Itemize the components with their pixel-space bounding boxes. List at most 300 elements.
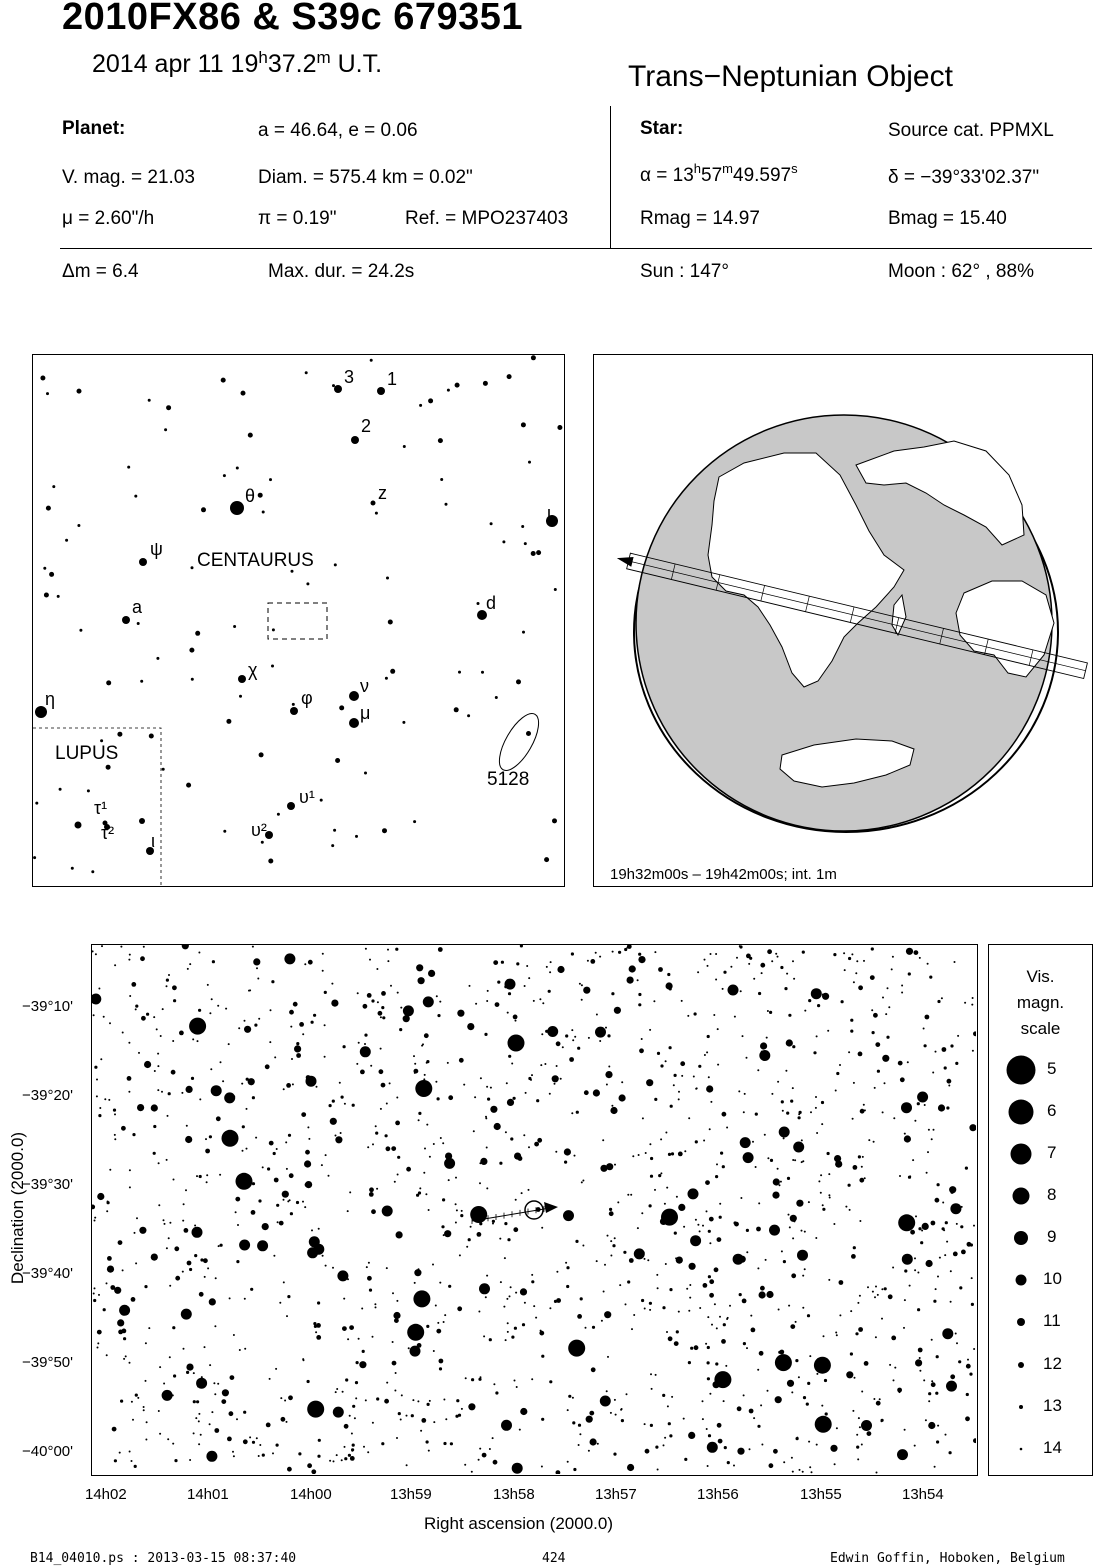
field-star <box>858 985 863 990</box>
field-star <box>759 1351 764 1356</box>
field-star <box>347 1278 349 1280</box>
field-star <box>222 1130 239 1147</box>
field-star <box>935 1198 940 1203</box>
field-star <box>703 1283 708 1288</box>
field-star <box>792 1237 794 1239</box>
finder-star <box>438 438 443 443</box>
field-star <box>443 1321 445 1323</box>
field-star <box>856 1434 858 1436</box>
field-star <box>567 1409 569 1411</box>
field-star <box>909 1285 911 1287</box>
field-star <box>676 1330 679 1333</box>
field-star <box>291 1058 293 1060</box>
field-star <box>182 1220 184 1222</box>
field-star <box>93 1014 95 1016</box>
field-star <box>256 967 258 969</box>
field-star <box>248 1078 255 1085</box>
field-star <box>743 1111 745 1113</box>
field-star <box>579 1433 581 1435</box>
field-star <box>194 1225 196 1227</box>
field-star <box>861 1420 872 1431</box>
finder-star <box>287 802 295 810</box>
field-star <box>341 1459 343 1461</box>
field-star <box>649 1204 652 1207</box>
field-star <box>244 1020 246 1022</box>
field-star <box>904 1133 906 1135</box>
field-star <box>235 1197 240 1202</box>
finder-star <box>238 675 246 683</box>
field-star <box>448 1179 450 1181</box>
field-star <box>138 1052 140 1054</box>
field-star <box>282 1191 289 1198</box>
field-star <box>212 1299 214 1301</box>
field-star <box>296 1053 301 1058</box>
finder-star <box>117 732 122 737</box>
field-star <box>153 1016 155 1018</box>
field-star <box>707 1377 710 1380</box>
finder-star <box>390 669 395 674</box>
field-star <box>480 1077 482 1079</box>
field-star <box>740 1137 751 1148</box>
field-star <box>956 1223 958 1225</box>
field-star <box>845 1206 847 1208</box>
field-star <box>718 1439 723 1444</box>
field-star <box>427 1403 430 1406</box>
field-star <box>576 1111 579 1114</box>
field-star <box>942 1227 945 1230</box>
field-star <box>882 1055 889 1062</box>
field-star <box>599 956 601 958</box>
field-star <box>777 1168 779 1170</box>
field-star <box>571 1029 573 1031</box>
field-star <box>705 1180 710 1185</box>
field-star <box>855 972 857 974</box>
field-star <box>646 1079 653 1086</box>
field-star <box>884 1082 886 1084</box>
field-star <box>95 953 97 955</box>
field-star <box>289 1010 294 1015</box>
legend-mag-label: 11 <box>1043 1311 1061 1330</box>
field-star <box>380 1016 382 1018</box>
field-star <box>560 1078 562 1080</box>
field-star <box>669 1046 672 1049</box>
field-star <box>508 1055 511 1058</box>
field-star <box>441 1225 444 1228</box>
field-star <box>807 1314 810 1317</box>
field-star <box>918 1348 923 1353</box>
field-star <box>575 1240 578 1243</box>
field-star <box>864 1361 869 1366</box>
field-star <box>936 1440 939 1443</box>
field-star <box>942 1202 944 1204</box>
field-star <box>168 1237 170 1239</box>
field-star <box>204 1346 206 1348</box>
finder-star <box>65 539 68 542</box>
field-star <box>114 1287 121 1294</box>
field-star <box>366 1266 368 1268</box>
field-star <box>746 1347 748 1349</box>
field-star <box>258 1018 260 1020</box>
field-star <box>564 1161 567 1164</box>
finder-star <box>413 820 416 823</box>
field-star <box>172 1040 174 1042</box>
field-star <box>702 1225 704 1227</box>
field-star <box>166 985 168 987</box>
field-star <box>217 1005 219 1007</box>
field-star <box>721 1339 726 1344</box>
field-star <box>799 1469 801 1471</box>
field-star <box>465 1377 467 1379</box>
field-star <box>775 953 777 955</box>
field-star <box>769 1463 774 1468</box>
field-star <box>676 1196 678 1198</box>
field-star <box>392 1292 394 1294</box>
field-star <box>611 992 614 995</box>
field-star <box>507 1238 510 1241</box>
field-star <box>924 1104 926 1106</box>
field-star <box>928 1129 930 1131</box>
field-star <box>129 995 131 997</box>
field-star <box>873 1013 878 1018</box>
field-star <box>919 1370 921 1372</box>
field-star <box>355 1381 358 1384</box>
field-star <box>254 1024 257 1027</box>
field-star <box>318 1228 320 1230</box>
field-star <box>798 1116 801 1119</box>
field-star <box>385 1134 388 1137</box>
field-star <box>767 1390 769 1392</box>
field-star <box>788 1305 790 1307</box>
field-star <box>514 1380 516 1382</box>
field-star <box>586 1416 593 1423</box>
field-star <box>206 1174 208 1176</box>
field-star <box>795 1359 798 1362</box>
field-star <box>815 1416 832 1433</box>
field-star <box>611 1105 613 1107</box>
ra-tick-label: 14h01 <box>187 1486 229 1503</box>
finder-chart <box>32 354 565 887</box>
field-star <box>967 1242 972 1247</box>
finder-star <box>164 428 167 431</box>
field-star <box>121 1126 126 1131</box>
field-star <box>569 1057 574 1062</box>
field-star <box>734 1222 739 1227</box>
field-star <box>697 971 699 973</box>
field-star <box>802 1275 804 1277</box>
field-star <box>606 1390 608 1392</box>
field-star <box>871 947 874 950</box>
field-star <box>770 1159 773 1162</box>
field-star <box>804 1010 806 1012</box>
field-star <box>307 1380 310 1383</box>
star-label-2: 2 <box>361 416 372 436</box>
field-star <box>728 985 739 996</box>
field-star <box>541 1033 543 1035</box>
field-star <box>239 1349 241 1351</box>
field-star <box>709 1242 711 1244</box>
field-star <box>644 1308 646 1310</box>
field-star <box>898 1214 915 1231</box>
field-star <box>439 1367 442 1370</box>
field-star <box>871 1009 873 1011</box>
field-star <box>306 1076 317 1087</box>
field-star <box>851 1254 856 1259</box>
field-star <box>97 1347 99 1349</box>
field-star <box>609 1208 612 1211</box>
field-star <box>972 997 974 999</box>
field-star <box>892 956 894 958</box>
field-star <box>286 1083 291 1088</box>
field-star <box>944 1066 947 1069</box>
field-star <box>424 1074 426 1076</box>
field-star <box>168 974 170 976</box>
field-star <box>397 1156 400 1159</box>
field-star <box>688 1117 690 1119</box>
field-star <box>417 1400 419 1402</box>
field-star <box>450 1442 453 1445</box>
field-star <box>244 1026 251 1033</box>
field-star <box>313 1014 316 1017</box>
field-star <box>722 1112 727 1117</box>
field-star <box>349 1325 354 1330</box>
field-star <box>396 1437 398 1439</box>
field-star <box>470 1226 472 1228</box>
field-star <box>477 1232 482 1237</box>
field-star <box>706 1085 713 1092</box>
field-star <box>719 1316 721 1318</box>
field-star <box>304 963 306 965</box>
field-star <box>612 1244 615 1247</box>
field-star <box>808 1441 810 1443</box>
field-star <box>112 1427 117 1432</box>
field-star <box>856 1446 859 1449</box>
field-star <box>157 1053 159 1055</box>
field-star <box>526 965 528 967</box>
field-star <box>533 1000 535 1002</box>
field-star <box>304 1206 306 1208</box>
star-bmag: Bmag = 15.40 <box>888 208 1007 229</box>
field-star <box>146 1421 148 1423</box>
field-star <box>571 1112 573 1114</box>
field-star <box>381 1006 384 1009</box>
field-star <box>833 953 836 956</box>
field-star <box>740 1197 742 1199</box>
field-star <box>623 1251 626 1254</box>
finder-star <box>44 593 49 598</box>
field-star <box>918 1227 921 1230</box>
field-star <box>258 1455 260 1457</box>
field-star <box>757 1267 759 1269</box>
field-star <box>601 1320 603 1322</box>
field-star <box>702 1400 704 1402</box>
star-ra: $\alpha = 13^h57^m49.597^s$ <box>640 161 798 186</box>
field-star <box>400 1007 402 1009</box>
field-star <box>233 1334 235 1336</box>
field-star <box>769 1225 780 1236</box>
field-star <box>850 1019 853 1022</box>
field-star <box>264 1248 266 1250</box>
field-star <box>396 1231 403 1238</box>
field-star <box>507 1322 509 1324</box>
field-star <box>870 975 875 980</box>
field-star <box>803 1396 806 1399</box>
finder-star <box>46 506 51 511</box>
field-star <box>531 1280 534 1283</box>
field-star <box>181 1309 192 1320</box>
field-star <box>633 1314 635 1316</box>
field-star <box>303 1359 305 1361</box>
field-star <box>128 1042 130 1044</box>
field-star <box>737 1406 742 1411</box>
field-star <box>513 1227 518 1232</box>
magnitude-drop: Δm = 6.4 <box>62 261 139 282</box>
field-star <box>614 1007 621 1014</box>
field-star <box>478 1311 480 1313</box>
field-star <box>436 1329 441 1334</box>
field-star <box>740 990 742 992</box>
field-star <box>548 990 551 993</box>
field-star <box>132 1419 134 1421</box>
field-star <box>556 1298 561 1303</box>
field-star <box>412 1399 414 1401</box>
field-star <box>463 1084 465 1086</box>
field-star <box>520 1288 527 1295</box>
field-star <box>106 1210 108 1212</box>
field-star <box>653 1000 655 1002</box>
field-star <box>778 1309 780 1311</box>
field-star <box>588 1037 590 1039</box>
field-star <box>98 1294 100 1296</box>
field-star <box>99 1107 101 1109</box>
field-star <box>708 1076 710 1078</box>
field-star <box>364 1034 367 1037</box>
field-star <box>665 1132 667 1134</box>
field-star <box>919 957 921 959</box>
legend-mag-label: 10 <box>1043 1269 1062 1288</box>
field-star <box>917 1092 928 1103</box>
field-star <box>129 1362 131 1364</box>
field-star <box>785 1070 787 1072</box>
field-star <box>678 1152 683 1157</box>
field-star <box>714 1267 719 1272</box>
field-star <box>638 993 641 996</box>
field-star <box>562 1046 564 1048</box>
field-star <box>946 1106 949 1109</box>
field-star <box>485 1117 487 1119</box>
field-star <box>606 1084 608 1086</box>
field-star <box>641 1212 643 1214</box>
field-star <box>94 1287 96 1289</box>
field-star <box>859 1426 861 1428</box>
field-star <box>724 1446 727 1449</box>
field-star <box>931 1382 936 1387</box>
field-star <box>217 1383 219 1385</box>
field-star <box>507 1012 509 1014</box>
y-axis-label: Declination (2000.0) <box>8 1131 27 1285</box>
field-star <box>867 1286 869 1288</box>
field-star <box>709 1393 711 1395</box>
field-star <box>159 1366 161 1368</box>
field-star <box>146 1013 149 1016</box>
field-star <box>349 1191 351 1193</box>
field-star <box>429 1156 431 1158</box>
field-star <box>372 1143 374 1145</box>
field-star <box>746 1057 748 1059</box>
field-star <box>489 1448 491 1450</box>
field-star <box>173 999 176 1002</box>
field-star <box>187 1261 192 1266</box>
field-star <box>927 1151 929 1153</box>
field-star <box>123 1358 125 1360</box>
field-star <box>419 1187 421 1189</box>
finder-star <box>221 378 226 383</box>
field-star <box>426 1440 429 1443</box>
field-star <box>914 950 919 955</box>
field-star <box>276 1148 278 1150</box>
field-star <box>221 1399 226 1404</box>
field-star <box>531 1074 533 1076</box>
field-star <box>520 1408 527 1415</box>
field-star <box>739 1293 742 1296</box>
field-star <box>810 1111 812 1113</box>
field-star <box>631 1328 633 1330</box>
field-star <box>726 1127 728 1129</box>
field-star <box>469 985 471 987</box>
field-star <box>696 1087 698 1089</box>
field-star <box>882 1111 884 1113</box>
field-star <box>927 963 929 965</box>
field-star <box>386 1103 388 1105</box>
field-star <box>655 1446 658 1449</box>
field-star <box>960 1225 963 1228</box>
field-star <box>893 1117 895 1119</box>
field-star <box>948 1085 950 1087</box>
field-star <box>723 971 726 974</box>
field-star <box>114 964 116 966</box>
field-star <box>269 1041 271 1043</box>
field-star <box>242 1125 245 1128</box>
field-star <box>971 1004 973 1006</box>
field-star <box>584 1090 589 1095</box>
field-star <box>325 1265 327 1267</box>
field-star <box>876 1401 881 1406</box>
field-star <box>574 1155 576 1157</box>
field-star <box>565 1034 568 1037</box>
field-star <box>625 1303 627 1305</box>
field-star <box>439 1359 444 1364</box>
field-star <box>406 1464 408 1466</box>
finder-star <box>223 830 226 833</box>
field-star <box>736 957 738 959</box>
field-star <box>607 1356 609 1358</box>
star-source: Source cat. PPMXL <box>888 120 1054 141</box>
field-star <box>829 1197 831 1199</box>
field-star <box>665 1060 667 1062</box>
field-star <box>655 1374 657 1376</box>
field-star <box>853 1165 858 1170</box>
field-star <box>207 984 209 986</box>
field-star <box>730 993 732 995</box>
field-star <box>707 1316 709 1318</box>
field-star <box>222 1080 224 1082</box>
planet-diameter: Diam. = 575.4 km = 0.02" <box>258 167 473 188</box>
field-star <box>416 964 423 971</box>
field-star <box>206 1181 208 1183</box>
field-star <box>418 1119 420 1121</box>
field-star <box>515 1292 517 1294</box>
field-star <box>556 1065 558 1067</box>
field-star <box>269 1141 274 1146</box>
